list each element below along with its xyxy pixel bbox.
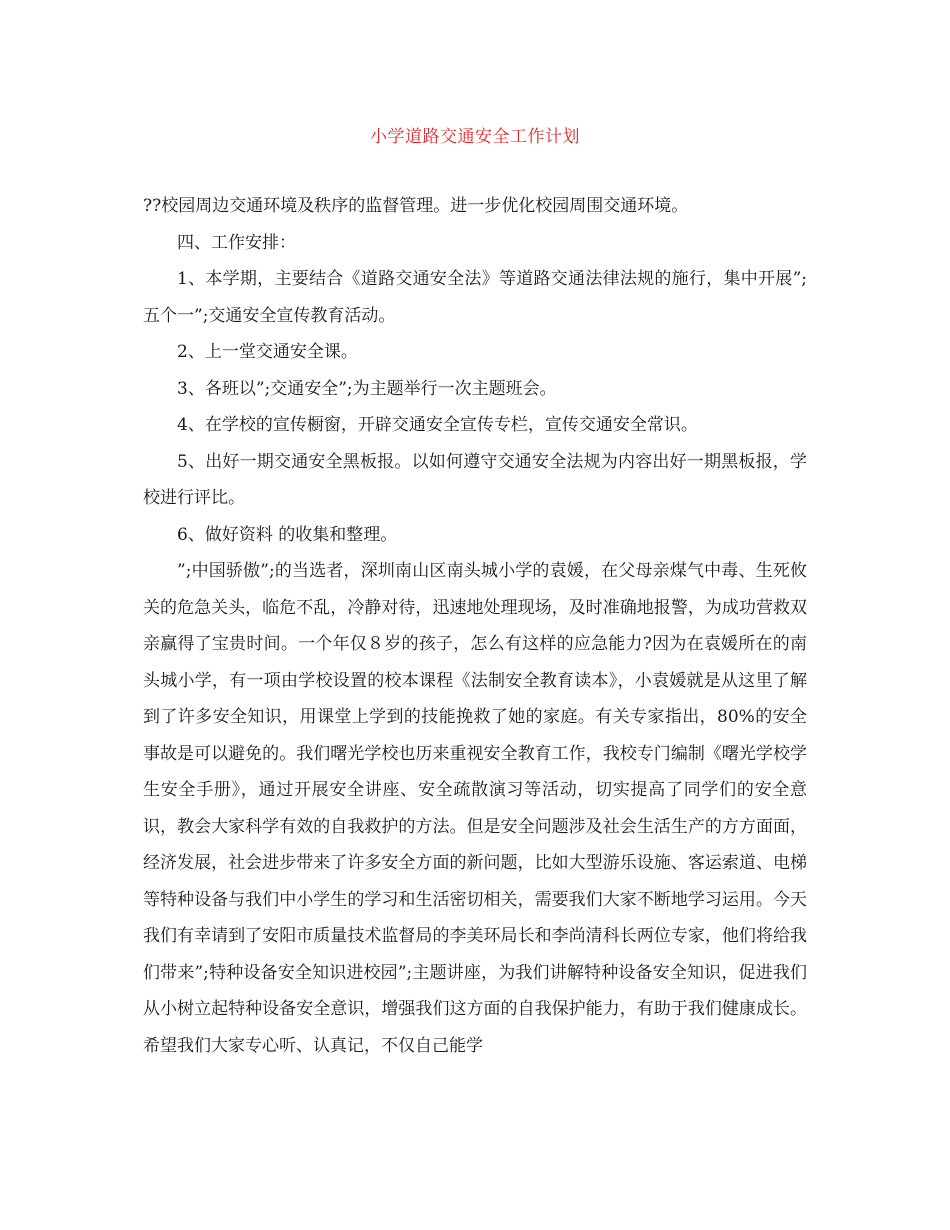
list-item-4: 4、在学校的宣传橱窗，开辟交通安全宣传专栏，宣传交通安全常识。 — [177, 415, 698, 435]
document-body — [143, 188, 807, 1064]
list-item-3: 3、各班以”;交通安全”;为主题举行一次主题班会。 — [177, 378, 557, 399]
list-item-2: 2、上一堂交通安全课。 — [177, 342, 358, 362]
list-item-5: 5、出好一期交通安全黑板报。以如何遵守交通安全法规为内容出好一期黑板报，学校进行评比。 — [143, 451, 807, 508]
paragraph-speech: ”;中国骄傲”;的当选者，深圳南山区南头城小学的袁媛，在父母亲煤气中毒、生死攸关的危急关头，临危不乱，冷静对待，迅速地处理现场，及时准确地报警，为成功营救双亲赢得了宝贵时间。一个年仅８岁的孩子，怎么有这样的应急能力?因为在袁媛所在的南头城小学，有一项由学校设置的校本课程《法制安全教育读本》，小袁媛就是从这里了解到了许多安全知识，用课堂上学到的技能挽救了她的家庭。有关专家指出，80%的安全事故是可以避免的。我们曙光学校也历来重视安全教育工作，我校专门编制《曙光学校学生安全手册》，通过开展安全讲座、安全疏散演习等活动，切实提高了同学们的安全意识，教会大家科学有效的自我救护的方法。但是安全问题涉及社会生活生产的方方面面，经济发展，社会进步带来了许多安全方面的新问题，比如大型游乐设施、客运索道、电梯等特种设备与我们中小学生的学习和生活密切相关，需要我们大家不断地学习运用。今天我们有幸请到了安阳市质量技术监督局的李美环局长和李尚清科长两位专家，他们将给我们带来”;特种设备安全知识进校园”;主题讲座，为我们讲解特种设备安全知识，促进我们从小树立起特种设备安全意识，增强我们这方面的自我保护能力，有助于我们健康成长。希望我们大家专心听、认真记，不仅自己能学 — [143, 561, 807, 1056]
list-item-6: 6、做好资料 的收集和整理。 — [177, 524, 398, 545]
section-heading-work-arrangement: 四、工作安排： — [177, 232, 296, 253]
list-item-1: 1、本学期，主要结合《道路交通安全法》等道路交通法律法规的施行，集中开展”;五个一”;交通安全宣传教育活动。 — [143, 269, 807, 326]
paragraph-intro: ??校园周边交通环境及秩序的监督管理。进一步优化校园周围交通环境。 — [143, 196, 689, 216]
document-title: 小学道路交通安全工作计划 — [370, 127, 580, 147]
